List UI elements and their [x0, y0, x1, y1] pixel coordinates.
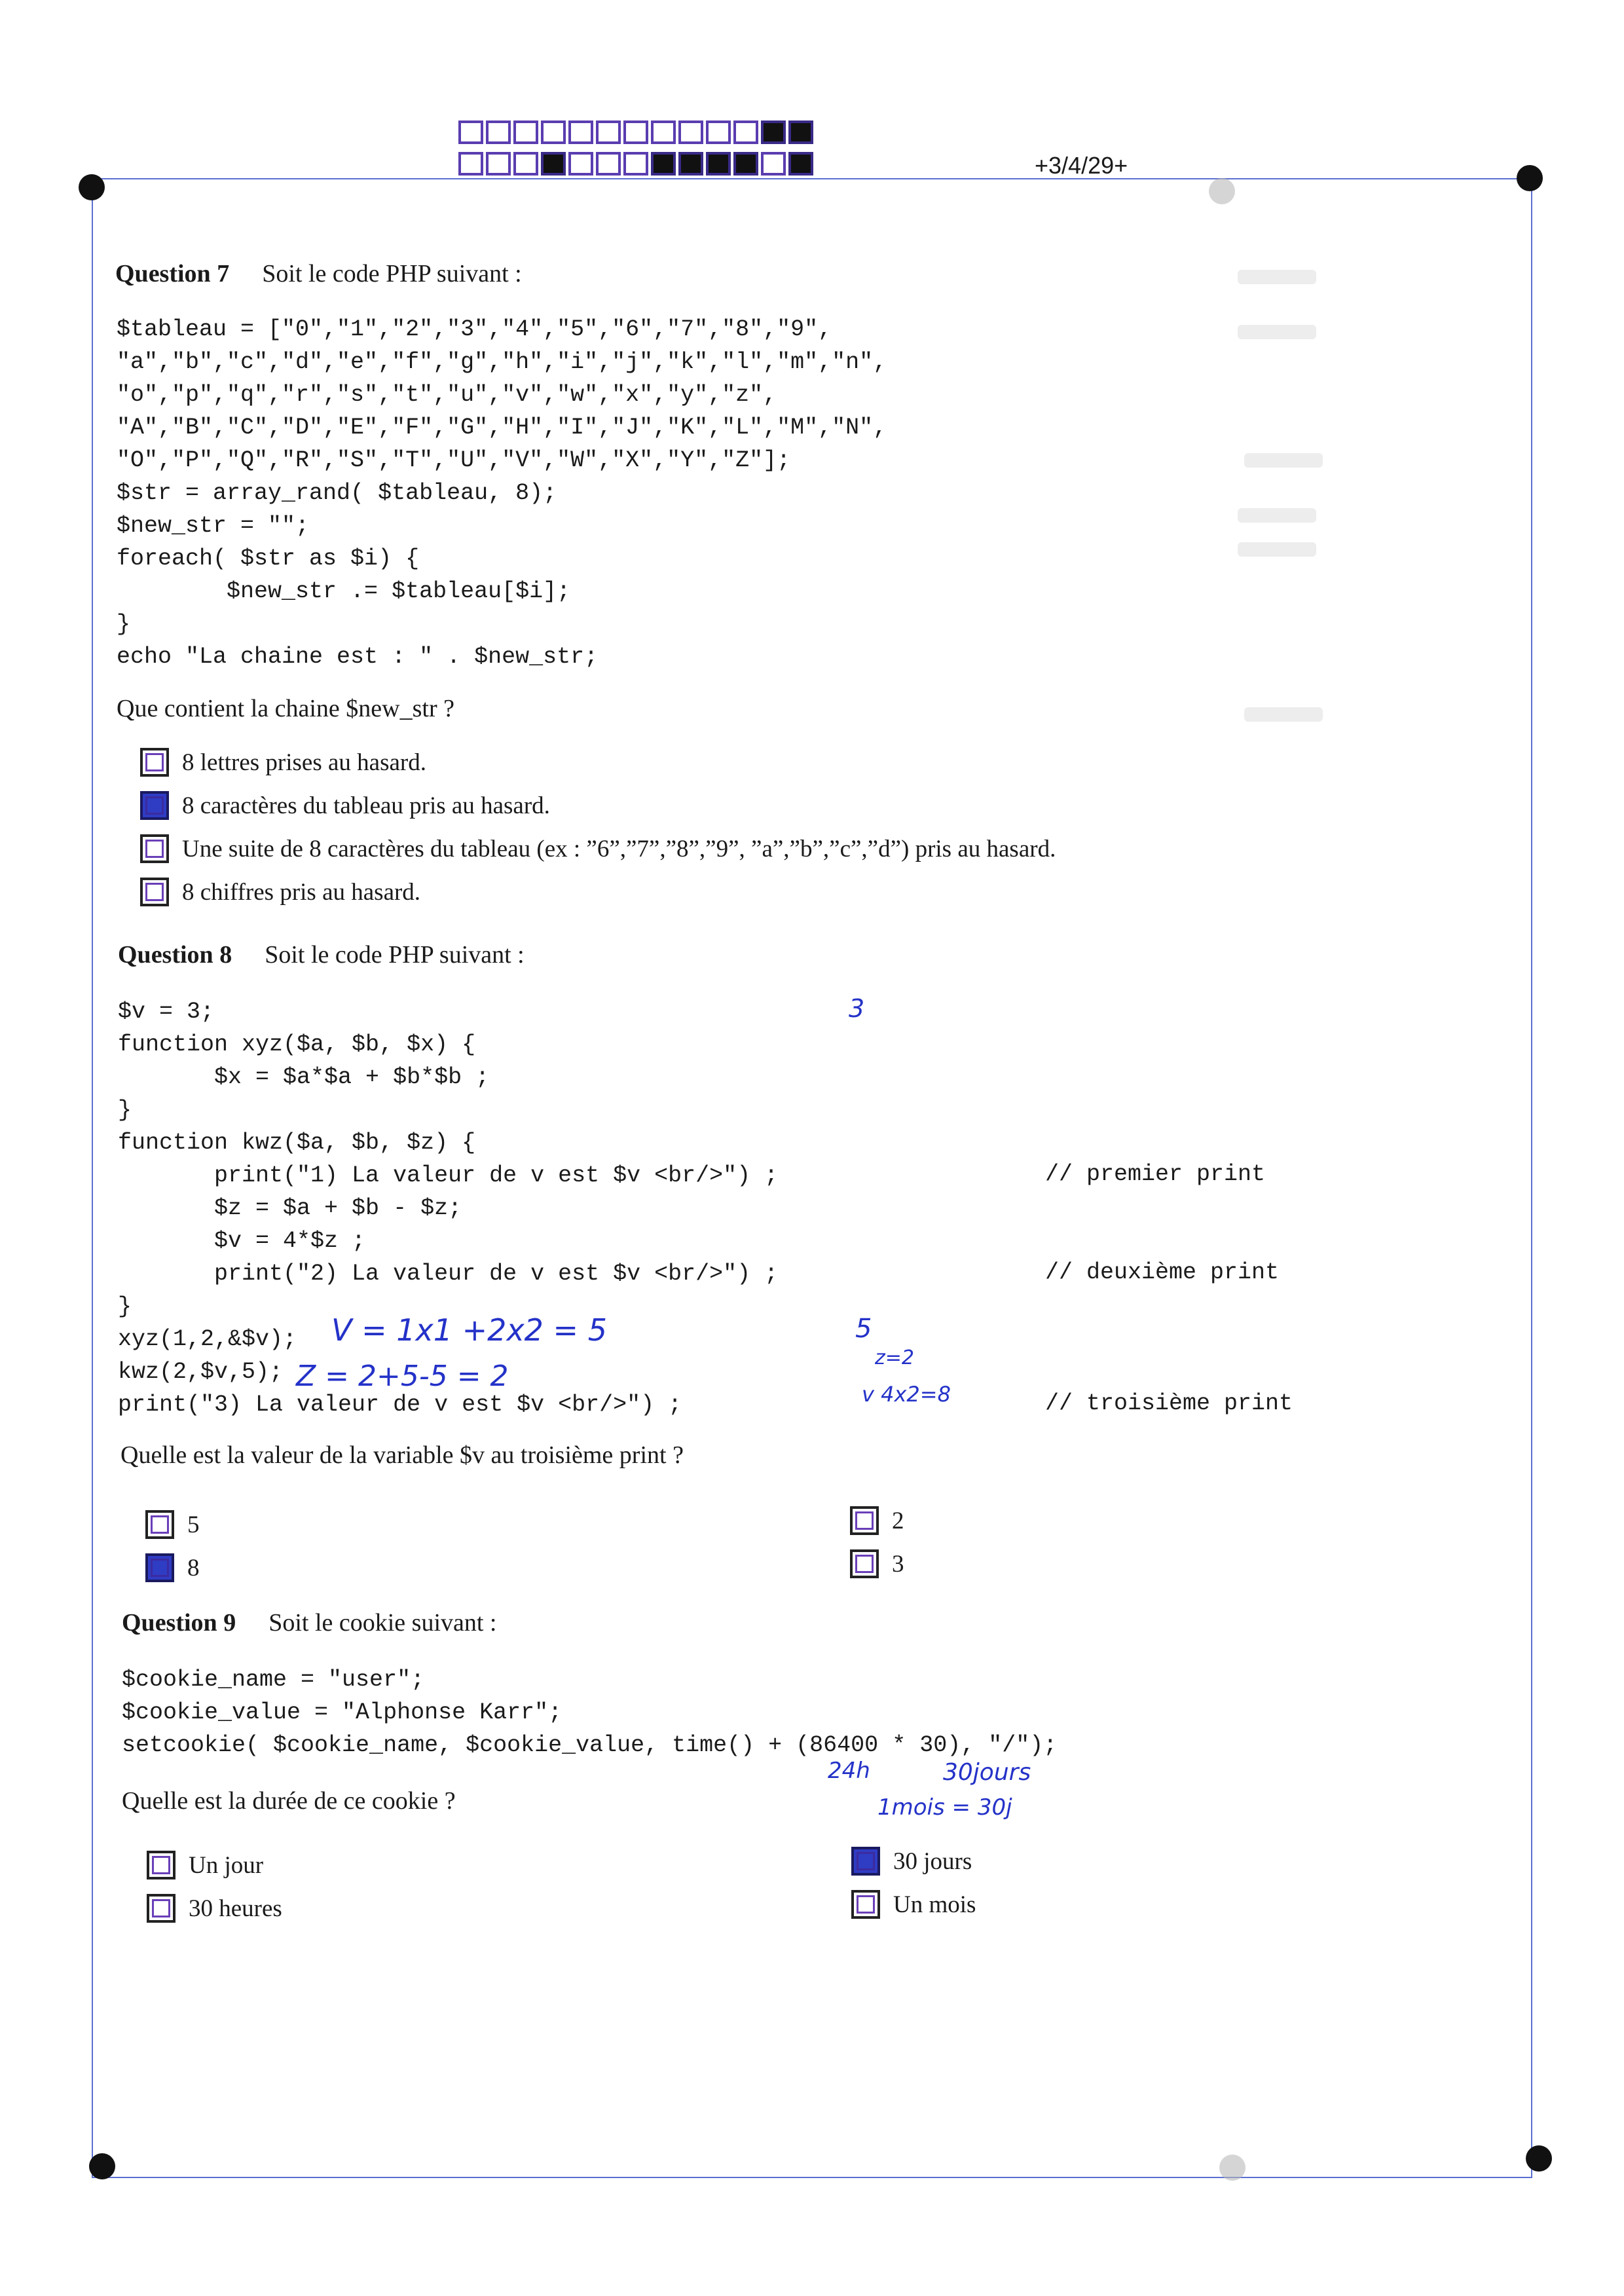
q9-code: $cookie_name = "user"; $cookie_value = "Alphonse Karr"; setcookie( $cookie_name, $cookie_value, time() + (86400 * 30), "/"); — [122, 1667, 1058, 1758]
handwritten-note: 3 — [849, 994, 865, 1023]
handwritten-note: v 4x2=8 — [862, 1382, 951, 1407]
option-label: 2 — [892, 1507, 904, 1534]
q7-intro: Soit le code PHP suivant : — [262, 260, 522, 287]
q7-option-3[interactable] — [140, 834, 1056, 863]
q9-prompt: Quelle est la durée de ce cookie ? — [122, 1787, 456, 1815]
margin-smudge — [1244, 707, 1323, 722]
checkbox[interactable] — [145, 1510, 174, 1539]
q7-prompt: Que contient la chaine $new_str ? — [117, 695, 454, 722]
q8-option-2[interactable] — [145, 1553, 200, 1582]
handwritten-note: V = 1x1 +2x2 = 5 — [331, 1312, 607, 1348]
checkbox[interactable] — [147, 1851, 175, 1879]
q7-title — [115, 259, 522, 288]
margin-smudge — [1238, 270, 1316, 284]
option-label: 8 caractères du tableau pris au hasard. — [182, 792, 550, 819]
option-label: 5 — [187, 1511, 200, 1538]
q9-option-2[interactable] — [147, 1894, 282, 1923]
option-label: 8 lettres prises au hasard. — [182, 749, 426, 776]
option-label: Un mois — [893, 1891, 976, 1918]
q8-label: Question 8 — [118, 941, 232, 969]
checkbox[interactable] — [850, 1506, 879, 1535]
page-id: +3/4/29+ — [1035, 152, 1128, 179]
barcode-row-2 — [458, 152, 813, 176]
checkbox-checked[interactable] — [140, 791, 169, 820]
q9-label: Question 9 — [122, 1609, 236, 1637]
checkbox[interactable] — [140, 878, 169, 906]
q7-option-2[interactable] — [140, 791, 550, 820]
q9-intro: Soit le cookie suivant : — [268, 1609, 497, 1637]
q8-option-1[interactable] — [145, 1510, 200, 1539]
q8-code: $v = 3; function xyz($a, $b, $x) { $x = $a*$a + $b*$b ; } function kwz($a, $b, $z) { print("1) La valeur de v est $v <br/>") ; $z = $a + $b - $z; $v = 4*$z ; print("2) La valeur de v est $v <br/>") ; } xyz(1,2,&$v); kwz(2,$v,5); print("3) La valeur de v est $v <br/>") ; — [118, 999, 779, 1418]
q9-option-1[interactable] — [147, 1851, 263, 1879]
handwritten-note: z=2 — [875, 1346, 914, 1369]
checkbox-checked[interactable] — [851, 1847, 880, 1876]
margin-smudge — [1238, 542, 1316, 557]
option-label: 8 chiffres pris au hasard. — [182, 878, 421, 906]
corner-mark-top-left — [79, 174, 105, 200]
checkbox[interactable] — [850, 1549, 879, 1578]
option-label: Un jour — [189, 1851, 264, 1879]
corner-mark-bottom-left — [89, 2153, 115, 2179]
option-label: 3 — [892, 1550, 904, 1578]
q9-title — [122, 1608, 497, 1637]
option-label: 8 — [187, 1554, 200, 1582]
q9-option-3[interactable] — [851, 1847, 972, 1876]
margin-smudge — [1238, 508, 1316, 523]
option-label: Une suite de 8 caractères du tableau (ex : ”6”,”7”,”8”,”9”, ”a”,”b”,”c”,”d”) pris au hasard. — [182, 835, 1056, 862]
q7-option-1[interactable] — [140, 748, 426, 777]
handwritten-note: Z = 2+5-5 = 2 — [296, 1360, 509, 1393]
q9-option-4[interactable] — [851, 1890, 976, 1919]
q7-code: $tableau = ["0","1","2","3","4","5","6","7","8","9", "a","b","c","d","e","f","g","h","i","j","k","l","m","n", "o","p","q","r","s","t","u","v","w","x","y","z", "A","B","C","D","E","F","G","H","I","J","K","L","M","N", "O","P","Q","R","S","T","U","V","W","X","Y","Z"]; $str = array_rand( $tableau, 8); $new_str = ""; foreach( $str as $i) { $new_str .= $tableau[$i]; } echo "La chaine est : " . $new_str; — [117, 316, 887, 670]
q8-comment-3: // troisième print — [1045, 1390, 1293, 1416]
q8-comment-1: // premier print — [1045, 1161, 1266, 1187]
option-label: 30 heures — [189, 1895, 282, 1922]
handwritten-note: 30jours — [943, 1759, 1031, 1786]
q8-option-4[interactable] — [850, 1549, 904, 1578]
checkbox[interactable] — [140, 834, 169, 863]
scan-mark-top — [1209, 178, 1235, 204]
corner-mark-top-right — [1517, 165, 1543, 191]
checkbox[interactable] — [851, 1890, 880, 1919]
q8-intro: Soit le code PHP suivant : — [265, 941, 525, 969]
option-label: 30 jours — [893, 1847, 972, 1875]
handwritten-note: 24h — [828, 1758, 870, 1784]
scan-mark-bottom — [1219, 2155, 1246, 2181]
handwritten-note: 5 — [855, 1314, 872, 1344]
checkbox[interactable] — [140, 748, 169, 777]
q7-option-4[interactable] — [140, 878, 420, 906]
margin-smudge — [1238, 325, 1316, 339]
q7-label: Question 7 — [115, 260, 230, 287]
q8-title — [118, 940, 525, 969]
checkbox[interactable] — [147, 1894, 175, 1923]
q8-prompt: Quelle est la valeur de la variable $v au troisième print ? — [120, 1441, 684, 1469]
checkbox-checked[interactable] — [145, 1553, 174, 1582]
margin-smudge — [1244, 453, 1323, 468]
q8-option-3[interactable] — [850, 1506, 904, 1535]
corner-mark-bottom-right — [1526, 2145, 1552, 2172]
q8-comment-2: // deuxième print — [1045, 1259, 1280, 1286]
handwritten-note: 1mois = 30j — [877, 1794, 1012, 1821]
barcode-row-1 — [458, 120, 813, 144]
